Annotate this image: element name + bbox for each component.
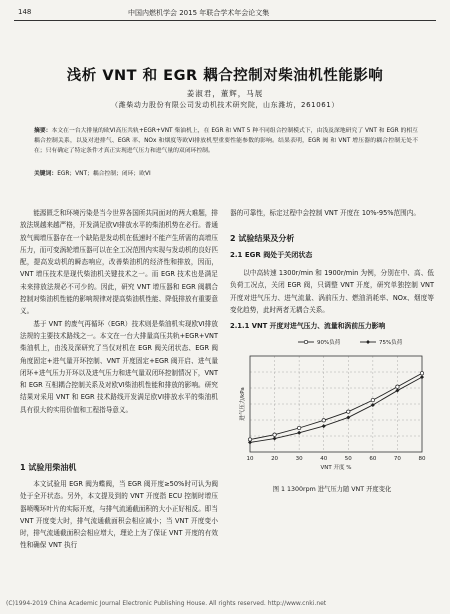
x-tick-label: 70 <box>393 456 401 462</box>
section-2-1-1-heading: 2.1.1 VNT 开度对进气压力、流量和涡前压力影响 <box>230 322 386 330</box>
series-line <box>250 373 422 439</box>
paper-title: 浅析 VNT 和 EGR 耦合控制对柴油机性能影响 <box>66 68 384 84</box>
section-2-1-body <box>230 267 434 316</box>
abstract-label: 摘要： <box>34 128 52 134</box>
keywords-text: EGR；VNT；耦合控制；闭环；欧VI <box>57 171 151 177</box>
legend-marker <box>366 340 370 344</box>
x-tick-label: 10 <box>246 456 254 462</box>
data-point <box>420 372 423 375</box>
figure-1-chart <box>228 334 434 480</box>
legend-label: 75%负荷 <box>379 340 403 346</box>
data-point <box>297 431 301 435</box>
keywords-label: 关键词： <box>34 171 58 177</box>
data-point <box>297 426 300 429</box>
continuation-text: 器的可靠性，标定过程中会控制 VNT 开度在 10%-95%范围内。 <box>230 209 420 217</box>
chart-legend <box>298 338 403 346</box>
section-1-body <box>20 478 218 552</box>
legend-label: 90%负荷 <box>317 340 341 346</box>
data-point <box>371 398 374 401</box>
intro-paragraph-2: 基于 VNT 的废气再循环（EGR）技术则是柴油机实现欧VI排放法规的主要技术路线之一。本文在一台大排量高压共轨+EGR+VNT 柴油机上，由浅及深研究了当仅对机在 EGR 阀关闭状态、EGR 阀角度固定+进气量开环控制、VNT 开度固定+EGR 阀开启、进气量闭环+进气压力开环以及进气压力和进气量双闭环控制情况下，VNT 和 EGR 互相耦合控制关系及对欧VI柴油机性能和排放的影响。研究结果对采用 VNT 和 EGR 技术路线开发满足欧VI排放水平的柴油机具有很大的实用价值和工程指导意义。 <box>20 319 218 414</box>
legend-marker <box>304 340 307 343</box>
data-point <box>396 385 399 388</box>
figure-1-caption: 图 1 1300rpm 进气压力随 VNT 开度变化 <box>272 486 392 493</box>
data-point <box>371 403 375 407</box>
data-point <box>322 424 326 428</box>
intro-text <box>20 207 218 416</box>
section-1-heading: 1 试验用柴油机 <box>20 463 77 472</box>
section-2-heading: 2 试验结果及分析 <box>230 234 295 243</box>
keywords <box>34 168 418 177</box>
header-rule <box>14 20 436 21</box>
y-axis-label: 进气压力/kPa <box>240 387 246 421</box>
running-title: 中国内燃机学会 2015 年联合学术年会论文集 <box>128 9 270 17</box>
x-tick-label: 40 <box>320 456 328 462</box>
authors: 姜淑君，董辉，马展 <box>186 89 264 98</box>
x-tick-label: 60 <box>369 456 377 462</box>
x-tick-label: 50 <box>344 456 352 462</box>
data-point <box>273 433 276 436</box>
affiliation: （潍柴动力股份有限公司发动机技术研究院，山东潍坊，261061） <box>111 101 339 109</box>
intro-paragraph-1: 能源匮乏和环境污染是当今世界各国所共同面对的两大难题，排放法规越来越严格，开发满足欧VI排放水平的柴油机势在必行。普通放气阀增压器存在一个缺陷是发动机在低速时不能产生所需的高增压压力，而可变涡轮增压器可以在全工况范围内实现与发动机的良好匹配，提高发动机的瞬态响应，改善柴油机的经济性和排放，因而，VNT 增压技术是现代柴油机关键技术之一。而 EGR 技术也是满足未来排放法规必不可少的。因此，研究 VNT 增压器和 EGR 阀耦合控制对柴油机性能的影响规律对提高柴油机性能、降低排放有重要意义。 <box>20 209 218 316</box>
data-point <box>395 389 399 393</box>
x-axis-label: VNT 开度 % <box>320 465 352 471</box>
x-tick-label: 80 <box>418 456 426 462</box>
data-point <box>420 375 424 379</box>
data-point <box>346 415 350 419</box>
chart-grid <box>250 356 422 452</box>
abstract <box>34 126 418 157</box>
section-2-1-heading: 2.1 EGR 阀处于关闭状态 <box>230 251 313 259</box>
abstract-text: 本文在一台大排量的欧VI高压共轨+EGR+VNT 柴油机上，在 EGR 和 VNT 5 种不同组合控制模式下，由浅及深地研究了 VNT 和 EGR 的相互耦合控制关系，以及对进排气、EGR 率、NOx 和烟度等欧VI排放机型重要性能参数的影响。结果表明，EGR 阀 和 VNT 增压器的耦合控制无处不在；只有确定了特定条件才真正实现进气压力和进气量的双闭环控制。 <box>34 128 418 155</box>
x-tick-labels <box>247 456 426 462</box>
x-tick-label: 30 <box>295 456 303 462</box>
data-point <box>347 410 350 413</box>
copyright-footer: (C)1994-2019 China Academic Journal Electronic Publishing House. All rights reserved. http://www.cnki.net <box>6 600 327 607</box>
page-number: 148 <box>18 8 32 16</box>
x-tick-label: 20 <box>271 456 279 462</box>
data-point <box>273 437 277 441</box>
section-1-paragraph: 本文试验用 EGR 阀为蝶阀，当 EGR 阀开度≥50%时可认为阀处于全开状态。另外，本文提及到的 VNT 开度指 ECU 控制时增压器喷嘴环叶片的实际开度，与排气流通截面积的大小正好相反。即当 VNT 开度变大时，排气流通截面积会相应减小；当 VNT 开度变小时，排气流通截面积会相应增大，理论上为了保证 VNT 开度的有效性和确保 VNT 执行 <box>20 480 218 550</box>
data-point <box>322 419 325 422</box>
section-2-1-paragraph: 以中高转速 1300r/min 和 1900r/min 为例，分别在中、高、低负荷工况点，关闭 EGR 阀，只调整 VNT 开度，研究单独控制 VNT 开度对进气压力、进气流量、涡前压力、燃油消耗率、NOx、烟度等变化趋势，此时两者无耦合关系。 <box>230 269 434 314</box>
